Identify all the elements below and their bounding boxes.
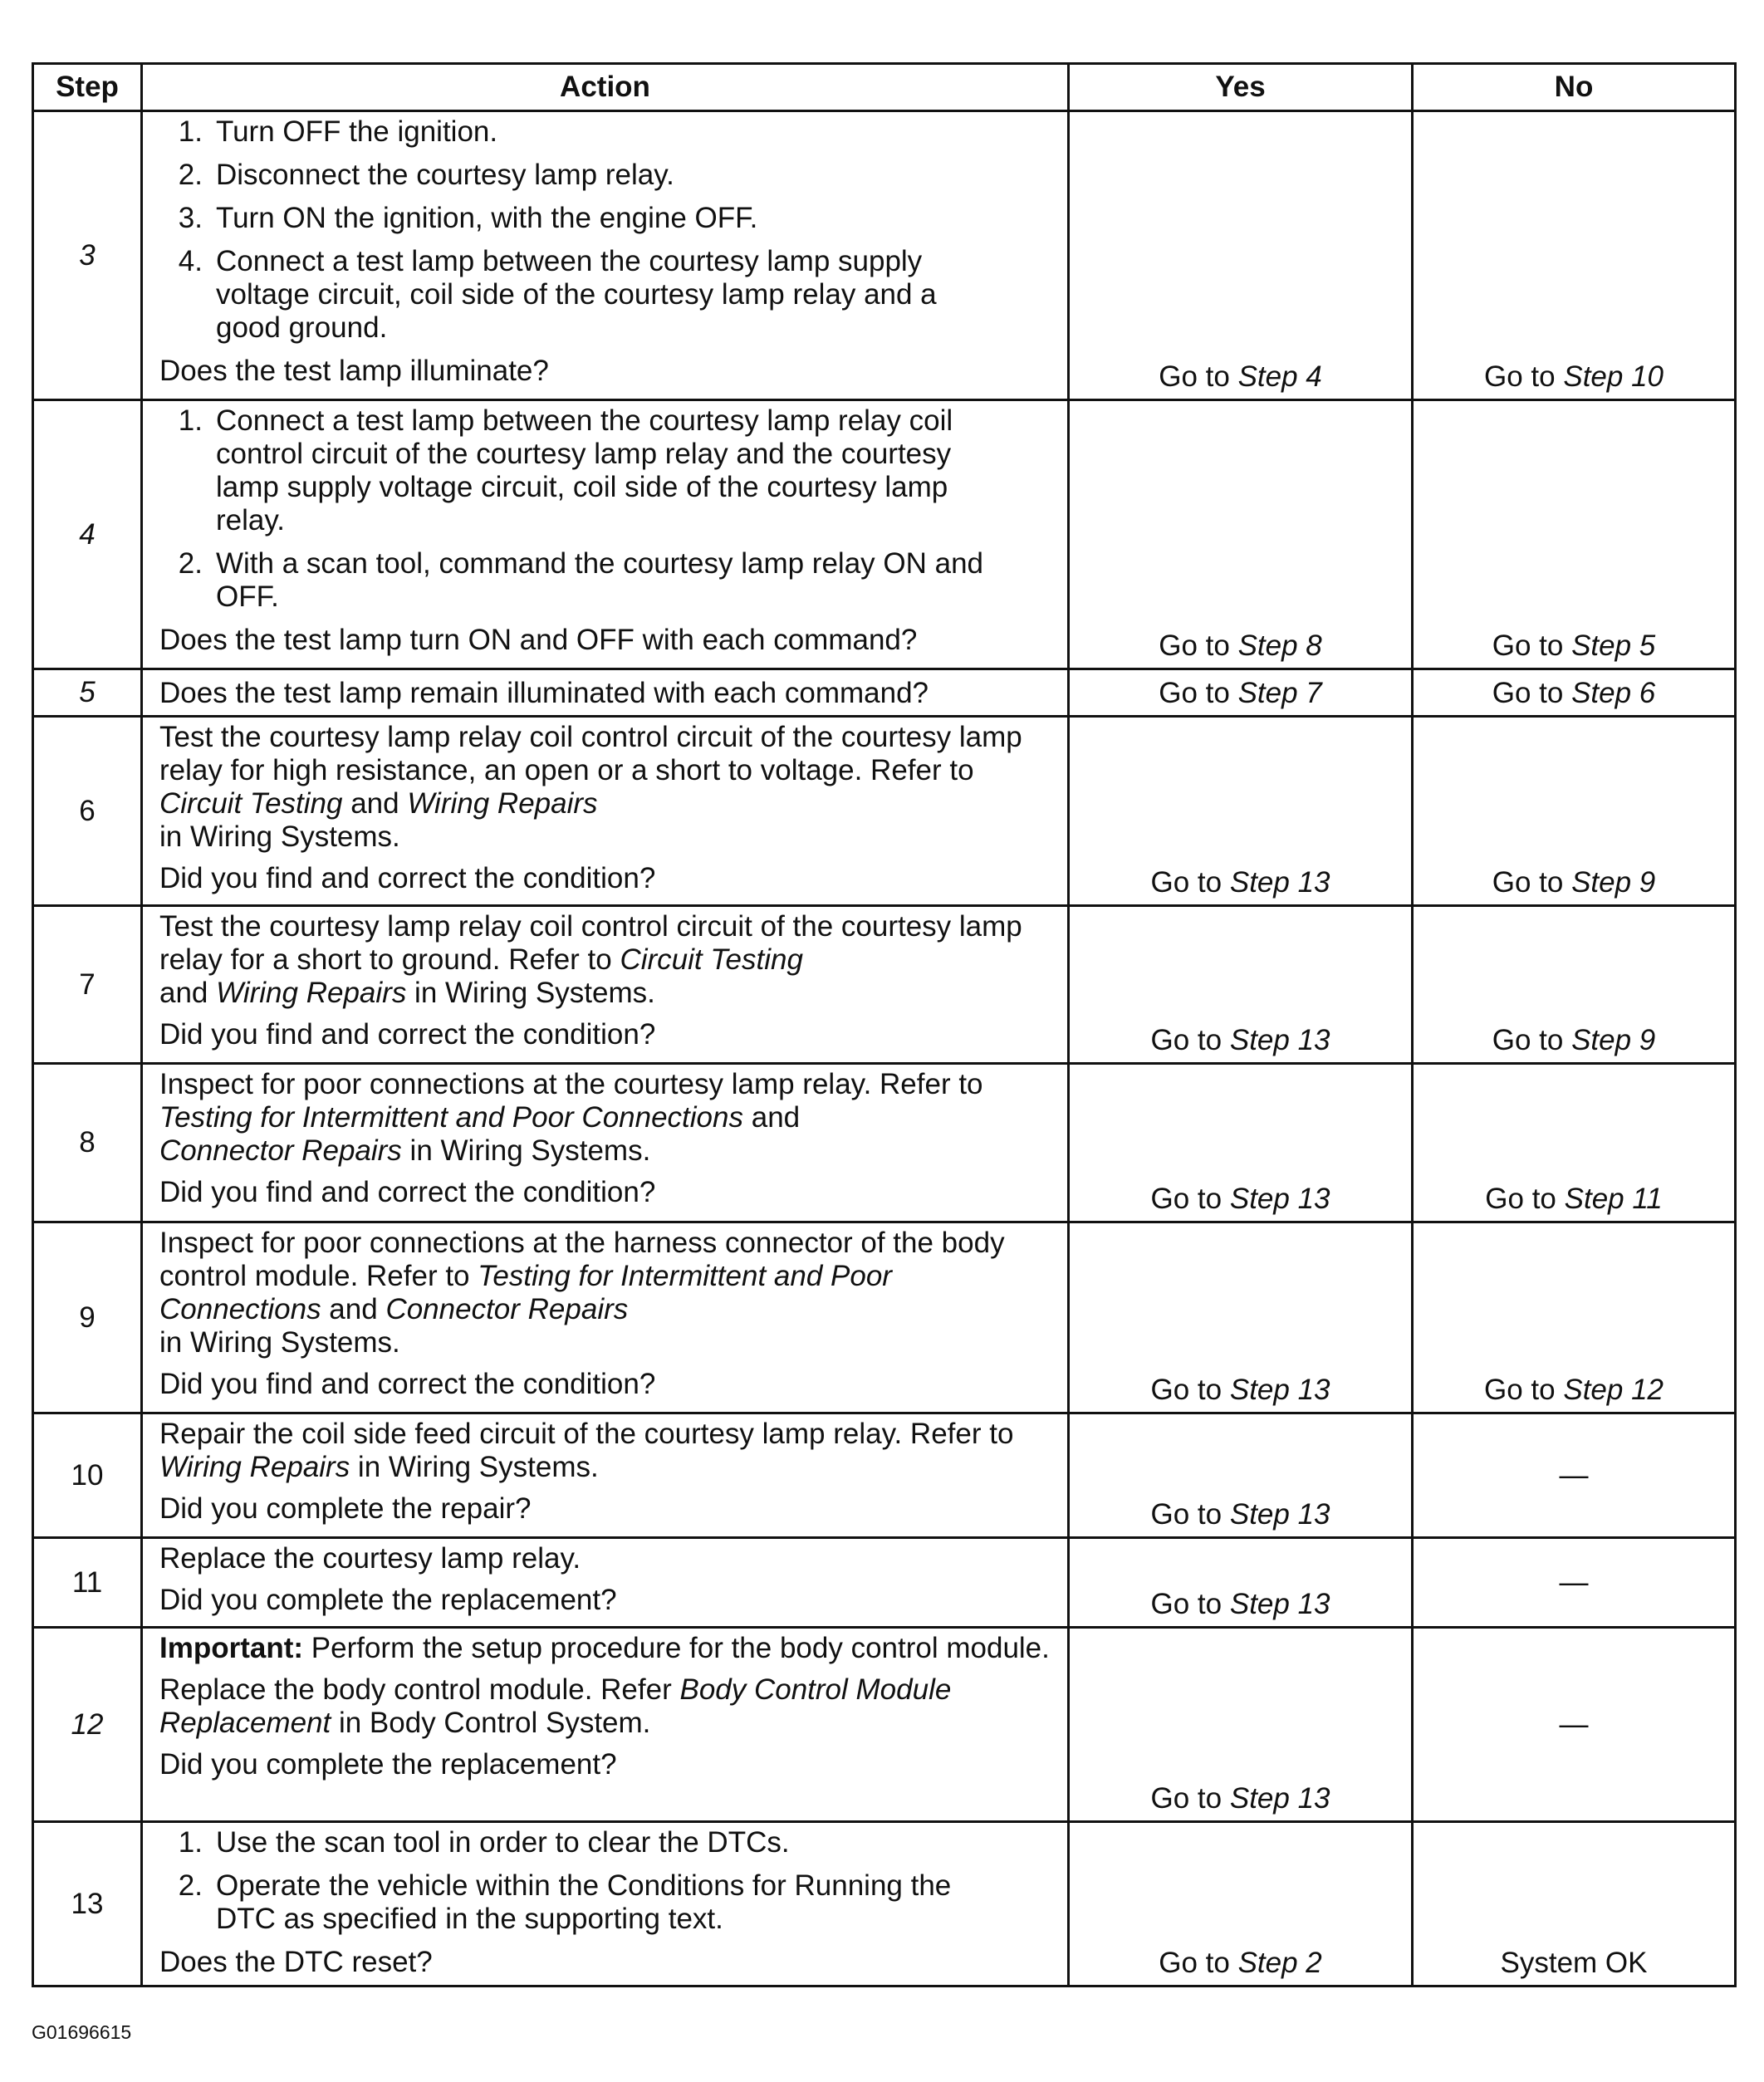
question-text: Did you find and correct the condition?	[159, 1176, 656, 1208]
numbered-list	[159, 1826, 1059, 1936]
table-row	[33, 1064, 1736, 1222]
reference-title: Testing for Intermittent and Poor Connections	[159, 1101, 743, 1134]
yes-cell: Go to Step 13	[1069, 1064, 1413, 1222]
step-number: 9	[33, 1222, 142, 1413]
list-item: 2. Operate the vehicle within the Conditions for Running the DTC as specified in the supporting text.	[178, 1869, 952, 1935]
action-cell	[142, 717, 1069, 906]
step-number: 8	[33, 1064, 142, 1222]
no-cell: Go to Step 9	[1413, 717, 1736, 906]
header-step: Step	[33, 64, 142, 111]
question-text: Did you find and correct the condition?	[159, 1368, 656, 1400]
action-text: Test the courtesy lamp relay coil control circuit of the courtesy lamp relay for a short to ground. Refer to Circuit Testing and Wiring Repairs in Wiring Systems.	[159, 910, 1022, 1009]
no-cell: Go to Step 12	[1413, 1222, 1736, 1413]
list-item: 3. Turn ON the ignition, with the engine OFF.	[178, 202, 758, 234]
yes-cell: Go to Step 13	[1069, 906, 1413, 1064]
header-action: Action	[142, 64, 1069, 111]
list-item: 1. Connect a test lamp between the courtesy lamp relay coil control circuit of the courtesy lamp relay and the courtesy lamp supply voltage circuit, coil side of the courtesy lamp relay.	[178, 404, 953, 536]
step-number: 10	[33, 1413, 142, 1538]
step-reference: Step 13	[1229, 1024, 1330, 1056]
numbered-list	[159, 404, 1059, 614]
reference-title: Circuit Testing	[620, 943, 803, 976]
no-cell	[1413, 1538, 1736, 1628]
list-item: 4. Connect a test lamp between the courtesy lamp supply voltage circuit, coil side of the courtesy lamp relay and a good ground.	[178, 245, 937, 344]
reference-title: Testing for Intermittent and Poor Connections	[159, 1260, 892, 1325]
step-number: 3	[33, 111, 142, 400]
no-cell	[1413, 1822, 1736, 1986]
question-text: Did you complete the replacement?	[159, 1584, 617, 1616]
action-cell	[142, 906, 1069, 1064]
no-cell	[1413, 1628, 1736, 1822]
yes-cell: Go to Step 8	[1069, 400, 1413, 669]
action-cell	[142, 400, 1069, 669]
question-text: Does the test lamp remain illuminated with each command?	[159, 677, 929, 709]
table-row	[33, 1222, 1736, 1413]
question-text: Does the test lamp illuminate?	[159, 355, 549, 387]
step-reference: Step 13	[1229, 1183, 1330, 1215]
yes-cell: Go to Step 13	[1069, 717, 1413, 906]
reference-title: Wiring Repairs	[407, 787, 598, 820]
table-row	[33, 111, 1736, 400]
no-cell: Go to Step 11	[1413, 1064, 1736, 1222]
question-text: Did you complete the repair?	[159, 1492, 532, 1525]
step-number: 5	[33, 669, 142, 717]
step-number: 7	[33, 906, 142, 1064]
header-no: No	[1413, 64, 1736, 111]
action-cell	[142, 111, 1069, 400]
table-row	[33, 1538, 1736, 1628]
yes-cell: Go to Step 13	[1069, 1222, 1413, 1413]
action-cell	[142, 1413, 1069, 1538]
step-reference: Step 8	[1237, 629, 1322, 662]
reference-title: Wiring Repairs	[159, 1451, 350, 1483]
numbered-list	[159, 115, 1059, 345]
action-cell	[142, 1064, 1069, 1222]
yes-cell: Go to Step 13	[1069, 1628, 1413, 1822]
action-text: Replace the body control module. Refer Body Control Module Replacement in Body Control System.	[159, 1673, 952, 1739]
step-reference: Step 13	[1229, 1498, 1330, 1531]
table-row	[33, 1413, 1736, 1538]
table-row	[33, 906, 1736, 1064]
important-label: Important:	[159, 1632, 304, 1664]
table-row	[33, 1628, 1736, 1822]
action-cell	[142, 1822, 1069, 1986]
action-cell	[142, 669, 1069, 717]
question-text: Did you find and correct the condition?	[159, 1018, 656, 1051]
action-text: Inspect for poor connections at the harness connector of the body control module. Refer to Testing for Intermittent and Poor Connections and Connector Repairs in Wiring Systems.	[159, 1227, 1005, 1359]
figure-id: G01696615	[32, 2021, 132, 2043]
step-reference: Step 12	[1563, 1374, 1664, 1406]
action-text: Test the courtesy lamp relay coil control circuit of the courtesy lamp relay for high resistance, an open or a short to voltage. Refer to Circuit Testing and Wiring Repairs in Wiring Systems.	[159, 721, 1022, 853]
action-cell	[142, 1538, 1069, 1628]
not-applicable-dash: —	[1559, 1565, 1589, 1599]
action-text: Replace the courtesy lamp relay.	[159, 1542, 581, 1575]
action-text: Inspect for poor connections at the courtesy lamp relay. Refer to Testing for Intermittent and Poor Connections and Connector Repairs in Wiring Systems.	[159, 1068, 983, 1167]
table-row	[33, 1822, 1736, 1986]
no-cell: Go to Step 5	[1413, 400, 1736, 669]
question-text: Did you complete the replacement?	[159, 1748, 617, 1781]
question-text: Does the DTC reset?	[159, 1946, 433, 1978]
table-row	[33, 717, 1736, 906]
step-number: 6	[33, 717, 142, 906]
no-cell: Go to Step 9	[1413, 906, 1736, 1064]
step-reference: Step 4	[1237, 360, 1322, 393]
step-number: 12	[33, 1628, 142, 1822]
list-item: 1. Turn OFF the ignition.	[178, 115, 498, 148]
reference-title: Wiring Repairs	[216, 977, 407, 1009]
reference-title: Connector Repairs	[159, 1134, 402, 1167]
step-reference: Step 13	[1229, 866, 1330, 899]
step-reference: Step 2	[1237, 1947, 1322, 1979]
not-applicable-dash: —	[1559, 1707, 1589, 1741]
not-applicable-dash: —	[1559, 1458, 1589, 1492]
step-reference: Step 9	[1571, 866, 1656, 899]
step-reference: Step 5	[1571, 629, 1656, 662]
step-reference: Step 13	[1229, 1782, 1330, 1815]
step-number: 11	[33, 1538, 142, 1628]
step-reference: Step 6	[1571, 677, 1656, 709]
step-number: 13	[33, 1822, 142, 1986]
reference-title: Connector Repairs	[385, 1293, 629, 1325]
yes-cell: Go to Step 13	[1069, 1538, 1413, 1628]
table-row	[33, 400, 1736, 669]
no-cell: Go to Step 10	[1413, 111, 1736, 400]
no-cell: Go to Step 6	[1413, 669, 1736, 717]
yes-cell: Go to Step 7	[1069, 669, 1413, 717]
header-yes: Yes	[1069, 64, 1413, 111]
question-text: Did you find and correct the condition?	[159, 862, 656, 894]
step-reference: Step 13	[1229, 1374, 1330, 1406]
list-item: 1. Use the scan tool in order to clear the DTCs.	[178, 1826, 790, 1859]
step-number: 4	[33, 400, 142, 669]
step-reference: Step 9	[1571, 1024, 1656, 1056]
step-reference: Step 11	[1564, 1183, 1663, 1215]
action-cell	[142, 1628, 1069, 1822]
no-cell	[1413, 1413, 1736, 1538]
reference-title: Circuit Testing	[159, 787, 343, 820]
table-row	[33, 669, 1736, 717]
yes-cell: Go to Step 4	[1069, 111, 1413, 400]
step-reference: Step 7	[1237, 677, 1322, 709]
action-text: Repair the coil side feed circuit of the courtesy lamp relay. Refer to Wiring Repairs in Wiring Systems.	[159, 1418, 1014, 1483]
question-text: Does the test lamp turn ON and OFF with each command?	[159, 624, 918, 656]
step-reference: Step 13	[1229, 1588, 1330, 1620]
action-cell	[142, 1222, 1069, 1413]
step-reference: Step 10	[1563, 360, 1664, 393]
result-text: System OK	[1500, 1947, 1648, 1979]
list-item: 2. With a scan tool, command the courtesy lamp relay ON and OFF.	[178, 547, 984, 613]
important-note: Important: Perform the setup procedure for the body control module.	[159, 1632, 1050, 1664]
table-header-row	[33, 64, 1736, 111]
yes-cell: Go to Step 13	[1069, 1413, 1413, 1538]
diagnostic-table	[32, 62, 1737, 1987]
reference-title: Body Control Module Replacement	[159, 1673, 952, 1739]
list-item: 2. Disconnect the courtesy lamp relay.	[178, 159, 674, 191]
yes-cell: Go to Step 2	[1069, 1822, 1413, 1986]
